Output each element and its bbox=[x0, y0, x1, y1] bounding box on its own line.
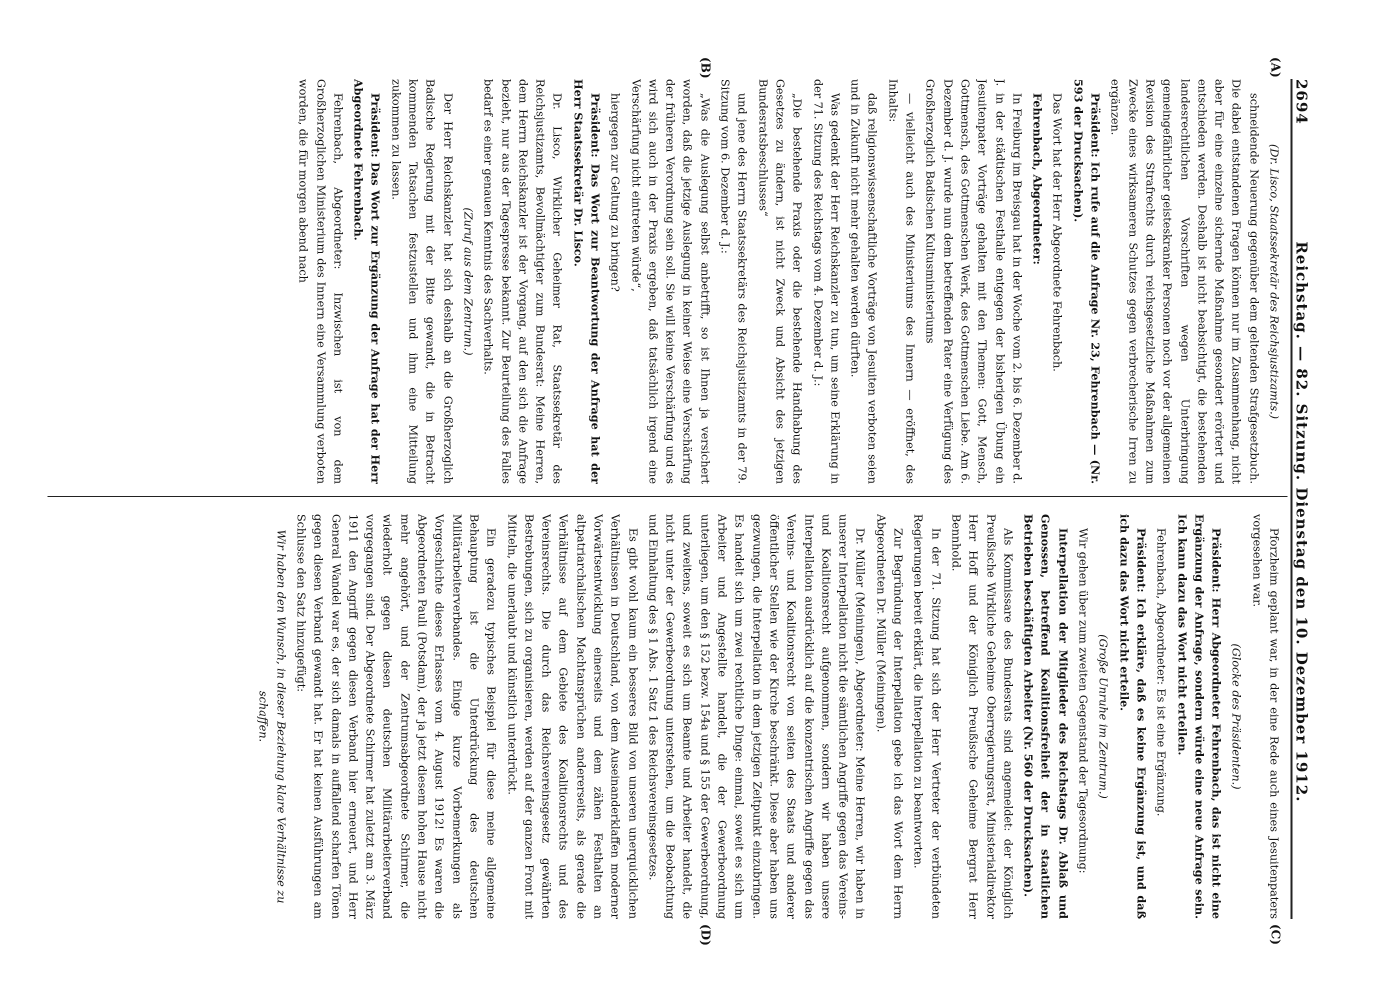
page-number: 2694 bbox=[1292, 79, 1311, 125]
paragraph: „Was die Auslegung selbst anbetrifft, so ist Ihnen ja versichert worden, daß die jetzige Auslegung in keiner Weise eine Verschärfung der früheren Verordnung sein soll. Sie will keine Verschärfung und es wird sich auch in der Praxis ergeben, daß tatsächlich irgend eine Verschärfung nicht eintreten würde“, bbox=[629, 79, 712, 484]
paragraph: Präsident: Herr Abgeordneter Fehrenbach, das ist nicht eine Ergänzung der Anfrage, sondern würde eine neue Anfrage sein. Ich kann dazu das Wort nicht erteilen. bbox=[1175, 514, 1224, 919]
paragraph: Was gedenkt der Herr Reichskanzler zu tun, um seine Erklärung in der 71. Sitzung des Reichstags vom 4. Dezember d. J.: bbox=[811, 79, 842, 484]
paragraph: und jene des Herrn Staatssekretärs des Reichsjustizamts in der 79. Sitzung vom 6. Dezember d. J.: bbox=[718, 79, 749, 484]
paragraph: „Die bestehende Praxis oder die bestehende Handhabung des Gesetzes zu ändern, ist nicht Zweck und Absicht des jetzigen Bundesratsbeschlusses“ bbox=[756, 79, 804, 484]
paragraph: Präsident: Ich rufe auf die Anfrage Nr. 23, Fehrenbach — (Nr. 593 der Drucksachen). bbox=[1071, 79, 1103, 484]
paragraph: Pforzheim geplant war, in der eine Rede auch eines Jesuitenpaters vorgesehen war. bbox=[1250, 514, 1281, 919]
paragraph: — vielleicht auch des Ministeriums des Innern — eröffnet, des Inhalts: bbox=[886, 79, 917, 484]
paragraph: In Freiburg im Breisgau hat in der Woche vom 2. bis 6. Dezember d. J. in der städtischen Festhalle entgegen der bisherigen Übung ein Jesuitenpater Vorträge gehalten mit den Themen: Gott, Mensch, Gottmensch, des Gottmenschen Werk, des Gottmenschen Liebe. Am 6. Dezember d. J. wurde nun dem betreffenden Pater eine Verfügung des Großherzoglich Badischen Kultusministeriums bbox=[923, 79, 1024, 484]
paragraph: Wir haben den Wunsch, in dieser Beziehung klare Verhältnisse zu schaffen. bbox=[256, 529, 288, 904]
left-column bbox=[63, 79, 1283, 484]
paragraph: Es gibt wohl kaum ein besseres Bild von unseren unerquicklichen Verhältnissen in Deutschland, von dem Auseinanderklaffen moderner Vorwärtsentwicklung einerseits und dem zähen Festhalten an altpatriarchalischen Machtansprüchen andererseits, als gerade die Verhältnisse auf dem Gebiete des Koalitionsrechts und des Vereinsrechts. Die durch das Reichsvereinsgesetz gewährten Bestrebungen, sich zu organisieren, werden auf der ganzen Front mit Mitteln, die unerlaubt und künstlich unterdrückt. bbox=[505, 514, 640, 919]
paragraph: Zur Begründung der Interpellation gebe ich das Wort dem Herrn Abgeordneten Dr. Müller (Meiningen). bbox=[874, 514, 905, 919]
paragraph: (Dr. Lisco, Staatssekretär des Reichsjustizamts.) bbox=[1267, 143, 1281, 420]
right-column bbox=[63, 514, 1283, 919]
paragraph: Fehrenbach, Abgeordneter: bbox=[1030, 93, 1045, 265]
paragraph: (Große Unruhe im Zentrum.) bbox=[1096, 634, 1110, 799]
paragraph: Fehrenbach, Abgeordneter: Inzwischen ist von dem Großherzoglichen Ministerium des Innern eine Versammlung verboten worden, die für morgen abend nach bbox=[296, 79, 345, 484]
paragraph: (Zuruf aus dem Zentrum.) bbox=[461, 207, 475, 356]
margin-marker-c: (C) bbox=[1268, 924, 1283, 945]
paragraph: Präsident: Das Wort zur Beantwortung der Anfrage hat der Herr Staatssekretär Dr. Lisco. bbox=[571, 79, 603, 484]
paragraph: (Glocke des Präsidenten.) bbox=[1229, 643, 1243, 790]
paragraph: Präsident: Ich erkläre, daß es keine Ergänzung ist, und daß ich dazu das Wort nicht erteile. bbox=[1117, 514, 1149, 919]
paragraph: Als Kommissare des Bundesrats sind angemeldet: der Königlich Preußische Wirkliche Geheime Oberregierungsrat, Ministerialdirektor Herr Hoff und der Königlich Preußische Geheime Bergrat Herr Bennhold. bbox=[949, 514, 1015, 919]
margin-marker-d: (D) bbox=[698, 924, 713, 946]
paragraph: hiergegen zur Geltung zu bringen? bbox=[608, 93, 622, 292]
margin-marker-b: (B) bbox=[698, 57, 713, 79]
paragraph: Interpellation der Mitglieder des Reichstags Dr. Ablaß und Genossen, betreffend Koalitionsfreiheit der in staatlichen Betrieben beschäftigten Arbeiter (Nr. 560 der Drucksachen). bbox=[1021, 514, 1071, 919]
paragraph: Dr. Müller (Meiningen), Abgeordneter: Meine Herren, wir haben in unserer Interpellation nicht die sämtlichen Angriffe gegen das Vereins- und Koalitionsrecht aufgenommen, sondern wir haben unsere Interpellation ausdrücklich auf die konzentrischen Angriffe gegen das Vereins- und Koalitionsrecht von seiten des Staats und anderer öffentlicher Stellen wie der Kirche beschränkt. Diese aber haben uns gezwungen, die Interpellation in dem jetzigen Zeitpunkt einzubringen. Es handelt sich um zwei rechtliche Dinge: einmal, soweit es sich um Arbeiter und Angestellte handelt, die der Gewerbeordnung unterliegen, um den § 152 bezw. 154a und § 155 der Gewerbeordnung, und zweitens, soweit es sich um Beamte und Arbeiter handelt, die nicht unter der Gewerbeordnung unterstehen, um die Beobachtung und Einhaltung des § 1 Abs. 1 Satz 1 des Reichsvereinsgesetzes. bbox=[646, 514, 867, 919]
column-divider bbox=[48, 496, 1288, 497]
paragraph: schneidende Neuerung gegenüber dem geltenden Strafgesetzbuch. Die dabei entstandenen Fragen können nur im Zusammenhang, nicht aber für eine einzelne sichernde Maßnahme gesondert erörtert und entschieden werden. Deshalb ist nicht beabsichtigt, die bestehenden landesrechtlichen Vorschriften wegen Unterbringung gemeingefährlicher geisteskranker Personen noch vor der allgemeinen Revision des Strafrechts durch reichsgesetzliche Maßnahmen zum Zwecke eines wirksameren Schutzes gegen verbrecherische Irren zu ergänzen. bbox=[1108, 79, 1261, 484]
paragraph: Dr. Lisco, Wirklicher Geheimer Rat, Staatssekretär des Reichsjustizamts, Bevollmächtigter zum Bundesrat: Meine Herren, dem Herrn Reichskanzler ist der Vorgang, auf den sich die Anfrage bezieht, nur aus der Tagespresse bekannt. Zur Beurteilung des Falles bedarf es einer genauen Kenntnis des Sachverhalts. bbox=[481, 79, 564, 484]
paragraph: daß religionswissenschaftliche Vorträge von Jesuiten verboten seien und in Zukunft nicht mehr gehalten werden dürften. bbox=[848, 79, 879, 484]
paragraph: In der 71. Sitzung hat sich der Herr Vertreter der verbündeten Regierungen bereit erklärt, die Interpellation zu beantworten. bbox=[911, 514, 943, 919]
margin-marker-a: (A) bbox=[1268, 57, 1283, 78]
paragraph: Das Wort hat der Herr Abgeordnete Fehrenbach. bbox=[1050, 93, 1064, 372]
paragraph: Fehrenbach, Abgeordneter: Es ist eine Ergänzung. bbox=[1154, 528, 1168, 817]
paragraph: Ein geradezu typisches Beispiel für diese meine allgemeine Behauptung ist die Unterdrückung des deutschen Militärarbeiterverbandes. Einige kurze Vorbemerkungen als Vorgeschichte dieses Erlasses vom 4. August 1912! Es waren die Abgeordneten Pauli (Potsdam), der ja jetzt diesem hohen Hause nicht mehr angehört, und der Zentrumsabgeordnete Schirmer, die wiederholt gegen diesen deutschen Militärarbeiterverband vorgegangen sind. Der Abgeordnete Schirmer hat zuletzt am 3. März 1911 den Angriff gegen diesen Verband hier erneuert, und Herr General Wandel war es, der sich damals in auffallend scharfen Tönen gegen diesen Verband gewandt hat. Er hat keinen Ausführungen am Schlusse den Satz hinzugefügt: bbox=[294, 514, 498, 919]
page-header bbox=[1291, 79, 1323, 919]
page-title: Reichstag. — 82. Sitzung. Dienstag den 10. Dezember 1912. bbox=[1292, 241, 1311, 803]
paragraph: Der Herr Reichskanzler hat sich deshalb an die Großherzoglich Badische Regierung mit der Bitte gewandt, die in Betracht kommenden Tatsachen festzustellen und ihm eine Mitteilung zukommen zu lassen. bbox=[389, 79, 455, 484]
paragraph: Präsident: Das Wort zur Ergänzung der Anfrage hat der Herr Abgeordnete Fehrenbach. bbox=[351, 79, 383, 484]
paragraph: Wir gehen über zum zweiten Gegenstand der Tagesordnung: bbox=[1076, 528, 1090, 874]
